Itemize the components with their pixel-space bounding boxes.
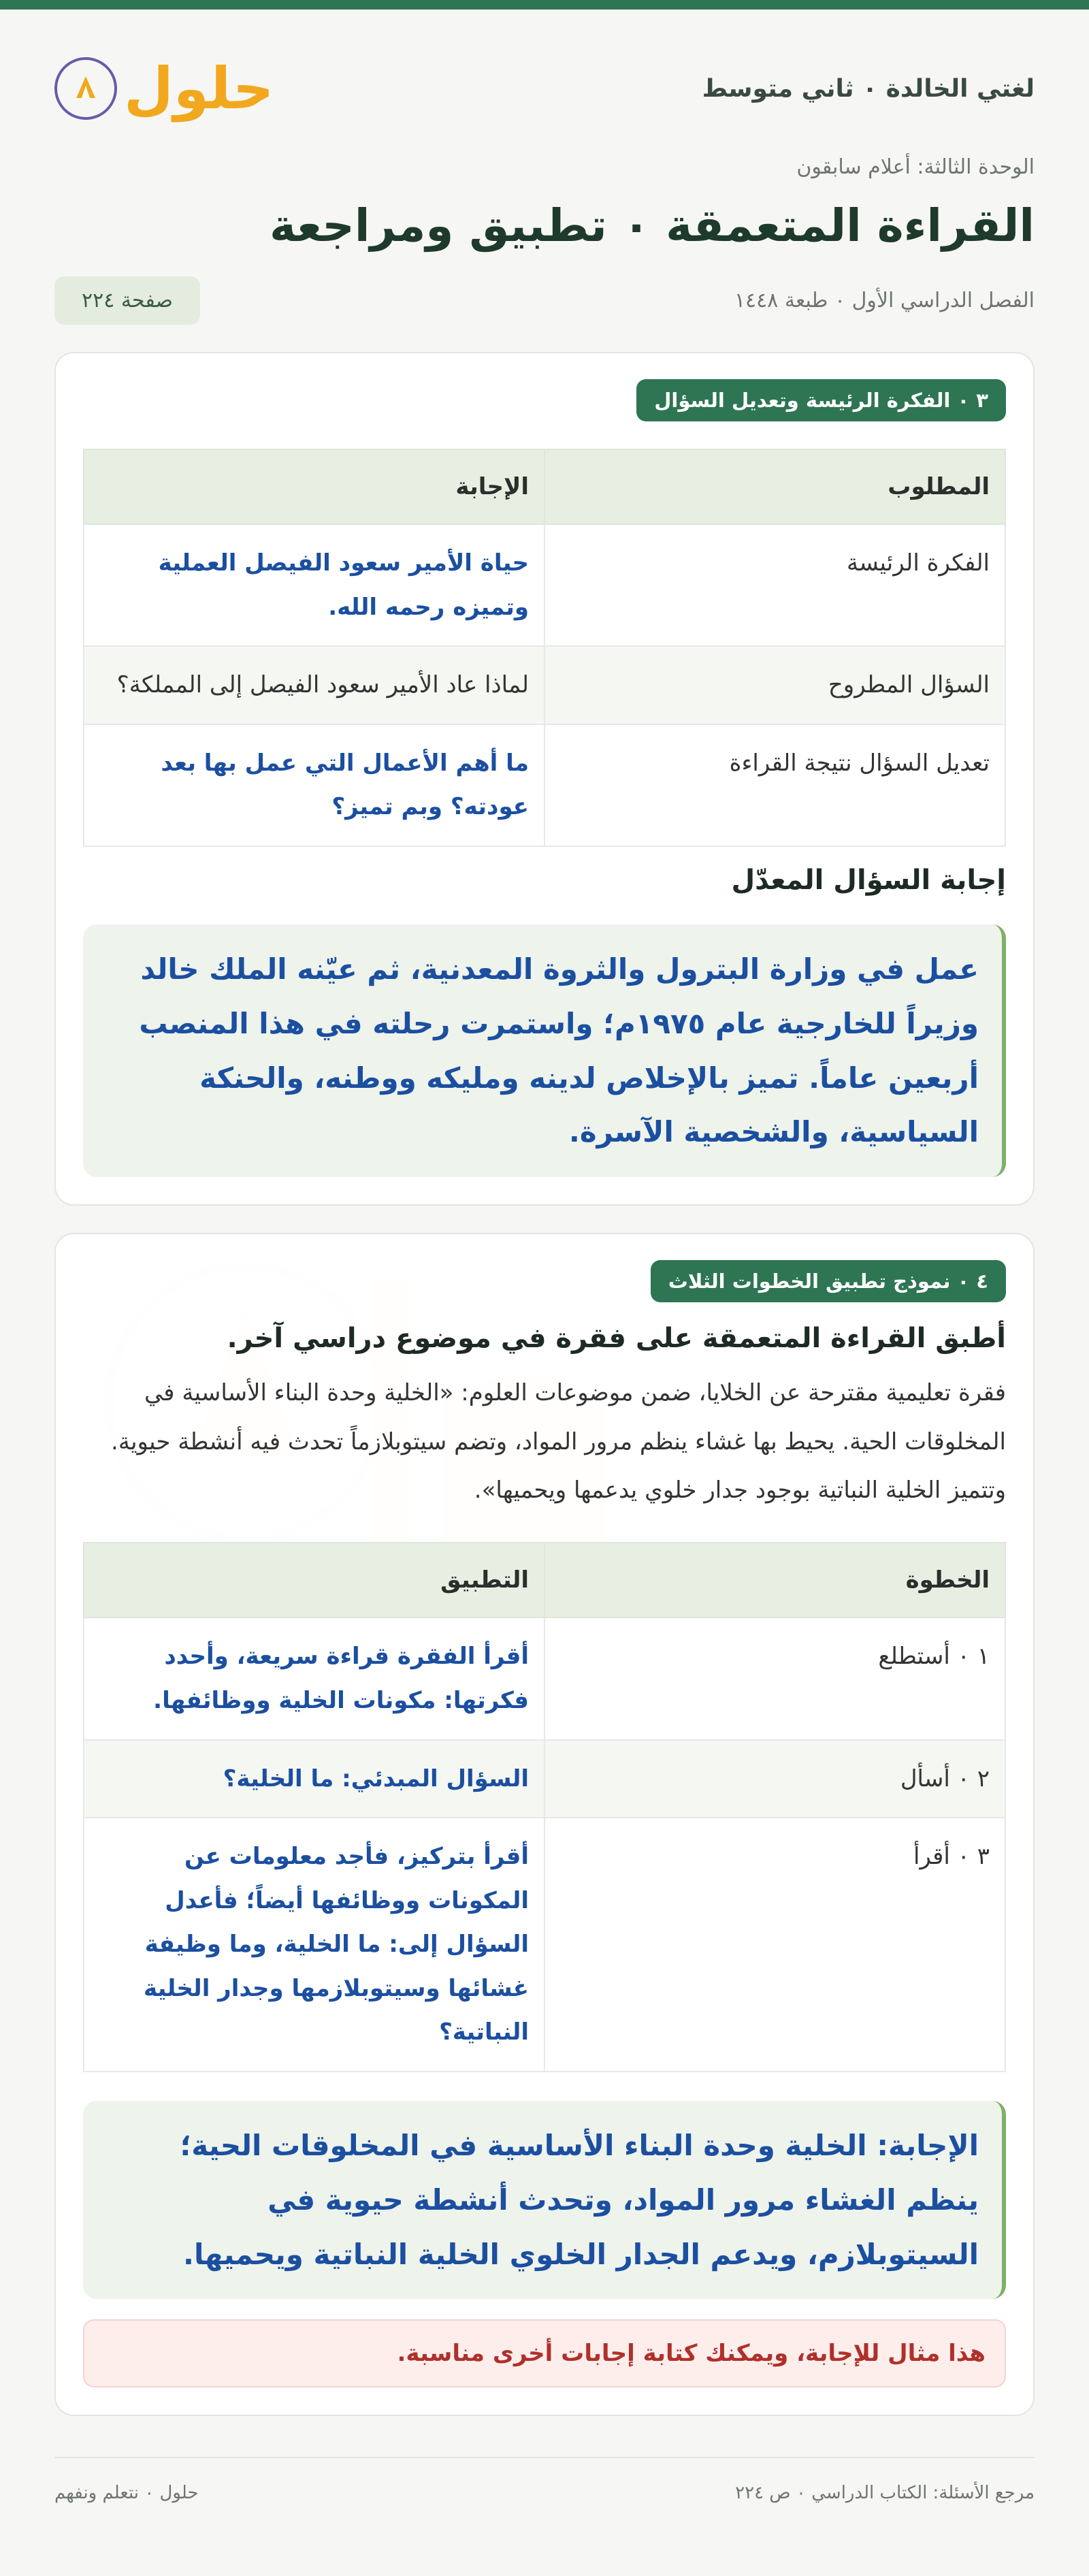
row-answer: لماذا عاد الأمير سعود الفيصل إلى المملكة؟ [84, 646, 544, 724]
section-three-steps-card [54, 1233, 1035, 2416]
table-header-application: التطبيق [84, 1543, 544, 1617]
table-row [84, 1818, 1005, 2072]
unit-label: الوحدة الثالثة: أعلام سابقون [796, 155, 1035, 179]
row-label: السؤال المطروح [544, 646, 1005, 724]
steps-answer: الإجابة: الخلية وحدة البناء الأساسية في المخلوقات الحية؛ ينظم الغشاء مرور المواد، وتحدث أنشطة حيوية في السيتوبلازم، ويدعم الجدار الخلوي الخلية النباتية ويحميها. [83, 2101, 1006, 2299]
step-label: ١ ٠ أستطلع [544, 1617, 1005, 1739]
book-title: لغتي الخالدة ٠ ثاني متوسط [702, 74, 1035, 103]
term-label: الفصل الدراسي الأول ٠ طبعة ١٤٤٨ [734, 289, 1035, 312]
step-application: أقرأ الفقرة قراءة سريعة، وأحدد فكرتها: مكونات الخلية ووظائفها. [84, 1617, 544, 1739]
table-row [84, 1740, 1005, 1818]
site-logo[interactable] [54, 57, 274, 120]
sample-paragraph: فقرة تعليمية مقترحة عن الخلايا، ضمن موضوعات العلوم: «الخلية وحدة البناء الأساسية في المخلوقات الحية. يحيط بها غشاء ينظم مرور المواد، وتضم سيتوبلازماً تحدث فيه أنشطة حيوية. وتتميز الخلية النباتية بوجود جدار خلوي يدعمها ويحميها». [111, 1379, 1006, 1504]
step-label: ٢ ٠ أسأل [544, 1740, 1005, 1818]
step-application: أقرأ بتركيز، فأجد معلومات عن المكونات ووظائفها أيضاً؛ فأعدل السؤال إلى: ما الخلية، وما وظيفة غشائها وسيتوبلازمها وجدار الخلية النباتية؟ [84, 1818, 544, 2072]
table-header-required: المطلوب [544, 449, 1005, 524]
row-answer: ما أهم الأعمال التي عمل بها بعد عودته؟ وبم تميز؟ [84, 724, 544, 846]
section-main-idea-card [54, 352, 1035, 1206]
step-label: ٣ ٠ أقرأ [544, 1818, 1005, 2072]
section-badge: ٤ ٠ نموذج تطبيق الخطوات الثلاث [651, 1260, 1006, 1302]
page-number-badge: صفحة ٢٢٤ [54, 276, 200, 325]
footer-reference: مرجع الأسئلة: الكتاب الدراسي ٠ ص ٢٢٤ [735, 2483, 1035, 2504]
page-footer [54, 2457, 1035, 2503]
logo-emblem-icon [54, 57, 117, 120]
step-application: السؤال المبدئي: ما الخلية؟ [84, 1740, 544, 1818]
section-badge: ٣ ٠ الفكرة الرئيسة وتعديل السؤال [636, 379, 1006, 421]
meta-row [54, 276, 1035, 325]
row-answer: حياة الأمير سعود الفيصل العملية وتميزه رحمه الله. [84, 524, 544, 646]
modified-question-answer: عمل في وزارة البترول والثروة المعدنية، ثم عيّنه الملك خالد وزيراً للخارجية عام ١٩٧٥م؛ واستمرت رحلته في هذا المنصب أربعين عاماً. تميز بالإخلاص لدينه ومليكه ووطنه، والحنكة السياسية، والشخصية الآسرة. [83, 924, 1006, 1177]
section-lead: أطبق القراءة المتعمقة على فقرة في موضوع دراسي آخر. [227, 1323, 1006, 1355]
modified-question-heading: إجابة السؤال المعدّل [731, 864, 1006, 896]
main-idea-table [83, 449, 1006, 847]
table-row [84, 1617, 1005, 1739]
logo-text: حلول [124, 55, 274, 122]
table-row [84, 646, 1005, 724]
table-row [84, 524, 1005, 646]
page-title: القراءة المتعمقة ٠ تطبيق ومراجعة [270, 199, 1035, 252]
table-header-step: الخطوة [544, 1543, 1005, 1617]
row-label: تعديل السؤال نتيجة القراءة [544, 724, 1005, 846]
footer-brand[interactable]: حلول ٠ نتعلم ونفهم [54, 2483, 199, 2504]
table-header-answer: الإجابة [84, 449, 544, 524]
page-header [54, 48, 1035, 129]
table-row [84, 724, 1005, 846]
row-label: الفكرة الرئيسة [544, 524, 1005, 646]
steps-table [83, 1542, 1006, 2072]
example-note: هذا مثال للإجابة، ويمكنك كتابة إجابات أخرى مناسبة. [83, 2319, 1006, 2387]
